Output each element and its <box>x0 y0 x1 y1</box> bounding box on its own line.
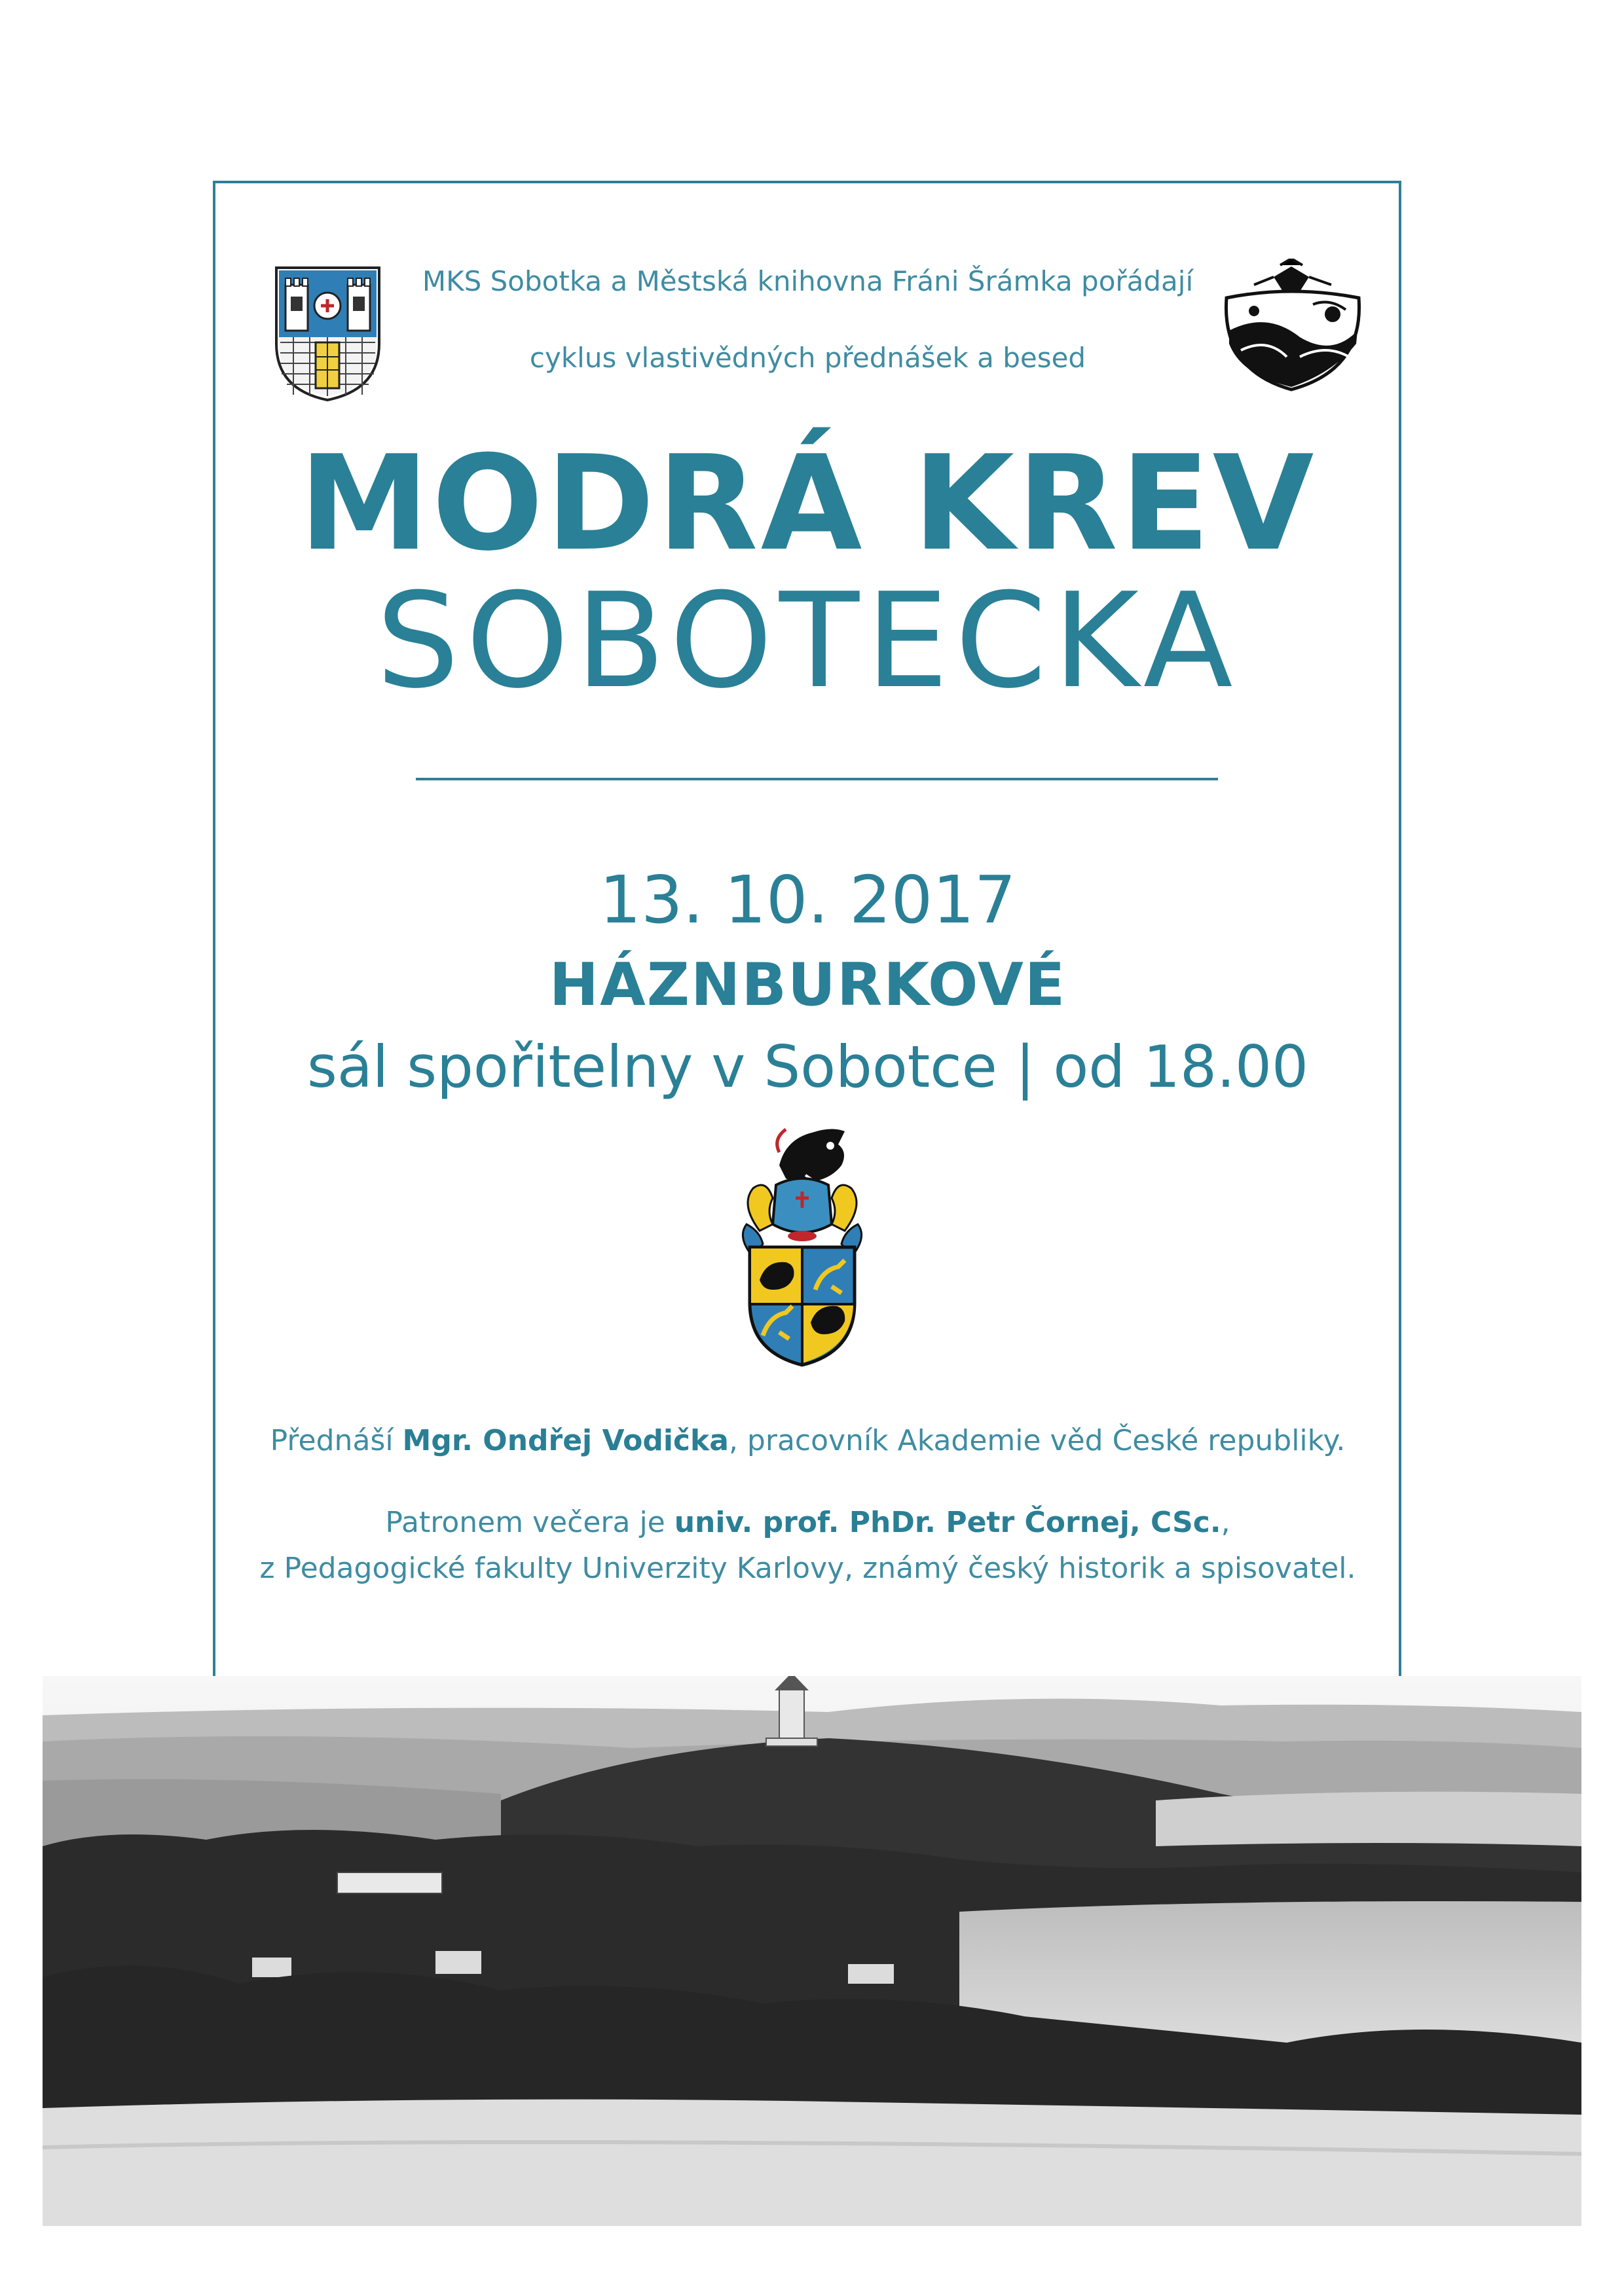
patron-line-2: z Pedagogické fakulty Univerzity Karlovy, známý český historik a spisovatel. <box>259 1552 1356 1585</box>
title-line-2: SOBOTECKA <box>376 565 1240 718</box>
series-text: cyklus vlastivědných přednášek a besed <box>529 342 1086 374</box>
lecturer-name: Mgr. Ondřej Vodička <box>402 1424 729 1457</box>
event-venue: sál spořitelny v Sobotce | od 18.00 <box>307 1033 1308 1101</box>
lecturer-prefix: Přednáší <box>270 1424 403 1457</box>
patron-name: univ. prof. PhDr. Petr Čornej, CSc. <box>674 1506 1221 1539</box>
patron-suffix: , <box>1221 1506 1230 1539</box>
landscape-photo <box>43 1676 1581 2226</box>
patron-line-1 <box>214 1506 1401 1539</box>
frame-top-border <box>214 181 1401 183</box>
title-divider <box>416 778 1218 780</box>
lecturer-line <box>214 1424 1401 1457</box>
lecturer-suffix: , pracovník Akademie věd České republiky. <box>728 1424 1346 1457</box>
organizer-text: MKS Sobotka a Městská knihovna Fráni Šrámka pořádají <box>422 265 1194 297</box>
haznburk-coat-of-arms-icon <box>733 1126 871 1368</box>
event-subject: HÁZNBURKOVÉ <box>549 951 1067 1019</box>
title-line-1: MODRÁ KREV <box>299 428 1317 580</box>
patron-prefix: Patronem večera je <box>385 1506 674 1539</box>
event-date: 13. 10. 2017 <box>599 862 1016 938</box>
